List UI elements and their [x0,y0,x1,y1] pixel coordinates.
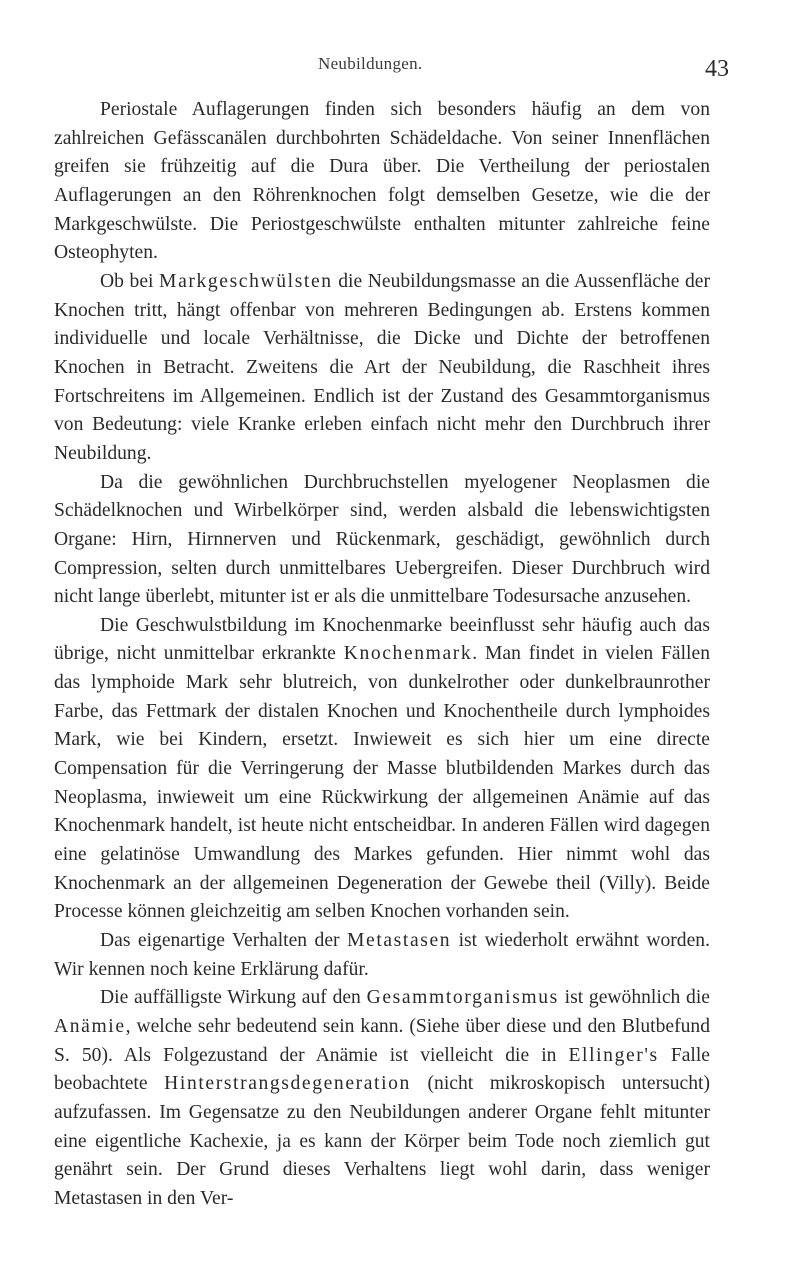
text-segment: ist wiederholt erwähnt worden. Wir kennen noch keine Erklärung dafür. [54,930,710,980]
emphasized-term: Markgeschwülsten [159,270,333,292]
emphasized-term: Knochenmark [343,643,473,665]
running-head [0,54,800,84]
text-segment: Ob bei [100,270,160,292]
text-segment: Die Geschwulstbildung im Knochenmarke beeinflusst sehr häufig auch das übrige, nicht unmittelbar erkrankte [54,614,710,665]
text-segment: , welche sehr bedeutend sein kann. (Siehe über diese und den Blutbefund S. 50). Als Folgezustand der Anämie ist vielleicht die in [54,1016,710,1066]
text-segment: (nicht mikroskopisch untersucht) aufzufassen. Im Gegensatze zu den Neubildungen anderer Organe fehlt mitunter eine eigentliche Kachexie, ja es kann der Körper beim Tode noch ziemlich gut genährt sein. Der Grund dieses Verhaltens liegt wohl darin, dass weniger Metastasen in den Ver- [54,1073,710,1209]
emphasized-term: Ellinger's [568,1044,659,1066]
running-title: Neubildungen. [318,54,423,73]
text-segment: Da die gewöhnlichen Durchbruchstellen myelogener Neoplasmen die Schädelknochen und Wirbelkörper sind, werden alsbald die lebenswichtigsten Organe: Hirn, Hirnnerven und Rückenmark, geschädigt, gewöhnlich durch Compression, selten durch unmittelbares Uebergreifen. Dieser Durchbruch wird nicht lange überlebt, mitunter ist er als die unmittelbare Todesursache anzusehen. [54,471,710,608]
paragraph [54,612,710,927]
paragraph [54,984,710,1213]
text-segment: Falle beobachtete [54,1044,710,1095]
text-segment: Das eigenartige Verhalten der [100,930,348,952]
text-segment: . Man findet in vielen Fällen das lymphoide Mark sehr blutreich, von dunkelrother oder dunkelbraunrother Farbe, das Fettmark der distalen Knochen und Knochentheile durch lymphoides Mark, wie bei Kindern, ersetzt. Inwieweit es sich hier um eine directe Compensation für die Verringerung der Masse blutbildenden Markes durch das Neoplasma, inwieweit um eine Rückwirkung der allgemeinen Anämie auf das Knochenmark handelt, ist heute nicht entscheidbar. In anderen Fällen wird dagegen eine gelatinöse Umwandlung des Markes gefunden. Hier nimmt wohl das Knochenmark an der allgemeinen Degeneration der Gewebe theil (Villy). Beide Processe können gleichzeitig am selben Knochen vorhanden sein. [54,643,710,923]
text-segment: ist gewöhnlich die [558,987,710,1009]
emphasized-term: Anämie [54,1016,126,1037]
paragraph [54,96,710,268]
body-text [54,96,710,1214]
paragraph [54,927,710,984]
text-segment: Periostale Auflagerungen finden sich besonders häufig an dem von zahlreichen Gefässcanälen durchbohrten Schädeldache. Von seiner Innenflächen greifen sie frühzeitig auf die Dura über. Die Vertheilung der periostalen Auflagerungen an den Röhrenknochen folgt demselben Gesetze, wie die der Markgeschwülste. Die Periostgeschwülste enthalten mitunter zahlreiche feine Osteophyten. [54,99,710,264]
emphasized-term: Metastasen [347,930,452,952]
text-segment: Die auffälligste Wirkung auf den [100,987,367,1009]
emphasized-term: Gesammtorganismus [366,987,559,1009]
page-number: 43 [705,56,729,82]
paragraph [54,469,710,612]
emphasized-term: Hinterstrangsdegeneration [164,1073,411,1095]
text-segment: die Neubildungsmasse an die Aussenfläche der Knochen tritt, hängt offenbar von mehreren Bedingungen ab. Erstens kommen individuelle und locale Verhältnisse, die Dicke und Dichte der betroffenen Knochen in Betracht. Zweitens die Art der Neubildung, die Raschheit ihres Fortschreitens im Allgemeinen. Endlich ist der Zustand des Gesammtorganismus von Bedeutung: viele Kranke erleben einfach nicht mehr den Durchbruch ihrer Neubildung. [54,270,710,464]
paragraph [54,268,710,469]
